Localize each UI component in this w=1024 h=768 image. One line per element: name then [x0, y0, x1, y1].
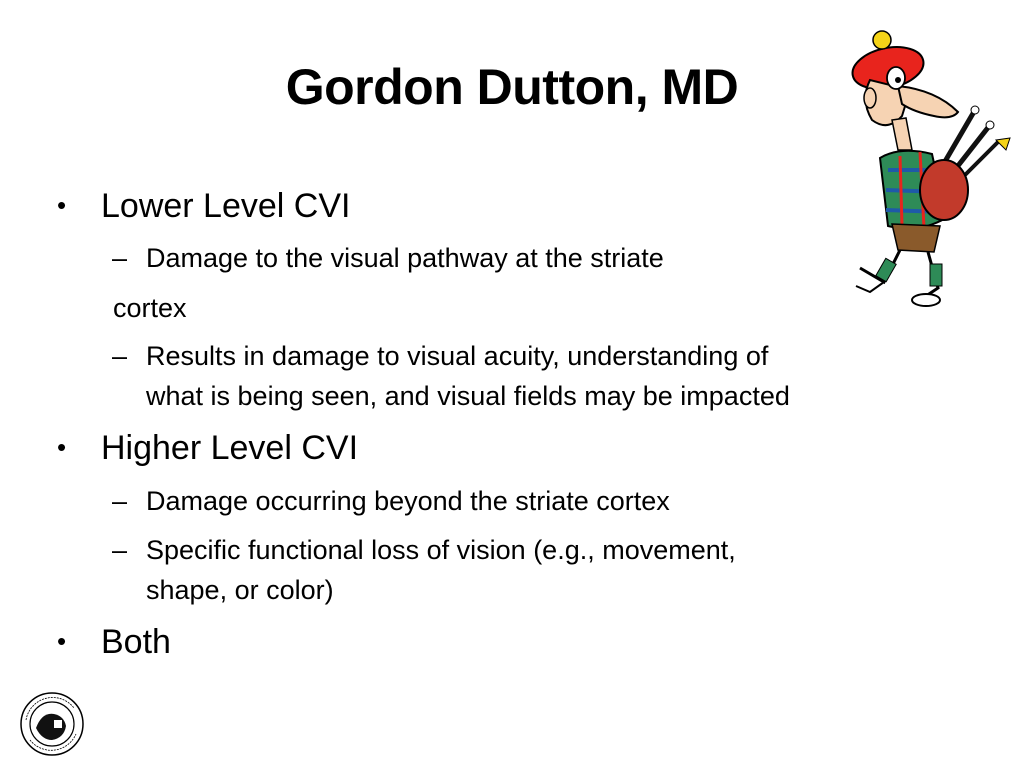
bullet-glyph: •	[57, 626, 67, 656]
bullet-higher-level-cvi	[57, 428, 358, 469]
bullet-lower-level-cvi	[57, 186, 350, 227]
sub-bullet-continuation: cortex	[113, 293, 187, 323]
slide-title: Gordon Dutton, MD	[285, 59, 739, 115]
dash-glyph: –	[112, 486, 128, 516]
sub-bullet-damage-beyond	[112, 481, 670, 521]
dash-glyph: –	[112, 341, 128, 371]
bullet-glyph: •	[57, 432, 67, 462]
sub-bullet-text: Damage to the visual pathway at the striate	[146, 243, 664, 273]
sub-bullet-text-line2: shape, or color)	[146, 575, 334, 605]
sub-bullet-text: Damage occurring beyond the striate cortex	[146, 486, 670, 516]
dash-glyph: –	[112, 243, 128, 273]
bagpipe-player-icon	[840, 20, 1020, 310]
dash-glyph: –	[112, 535, 128, 565]
sub-bullet-results-damage	[112, 336, 790, 416]
sub-bullet-text: Results in damage to visual acuity, understanding of	[146, 341, 769, 371]
sub-bullet-text-line2: what is being seen, and visual fields may be impacted	[146, 381, 790, 411]
bullet-label: Both	[101, 623, 171, 661]
sub-bullet-text: Specific functional loss of vision (e.g., movement,	[146, 535, 736, 565]
bullet-both	[57, 622, 171, 663]
sub-bullet-functional-loss	[112, 530, 736, 610]
bullet-label: Higher Level CVI	[101, 429, 359, 467]
school-logo-icon	[18, 690, 86, 758]
sub-bullet-damage-pathway	[112, 238, 664, 278]
bullet-glyph: •	[57, 190, 67, 220]
bullet-label: Lower Level CVI	[101, 187, 351, 225]
